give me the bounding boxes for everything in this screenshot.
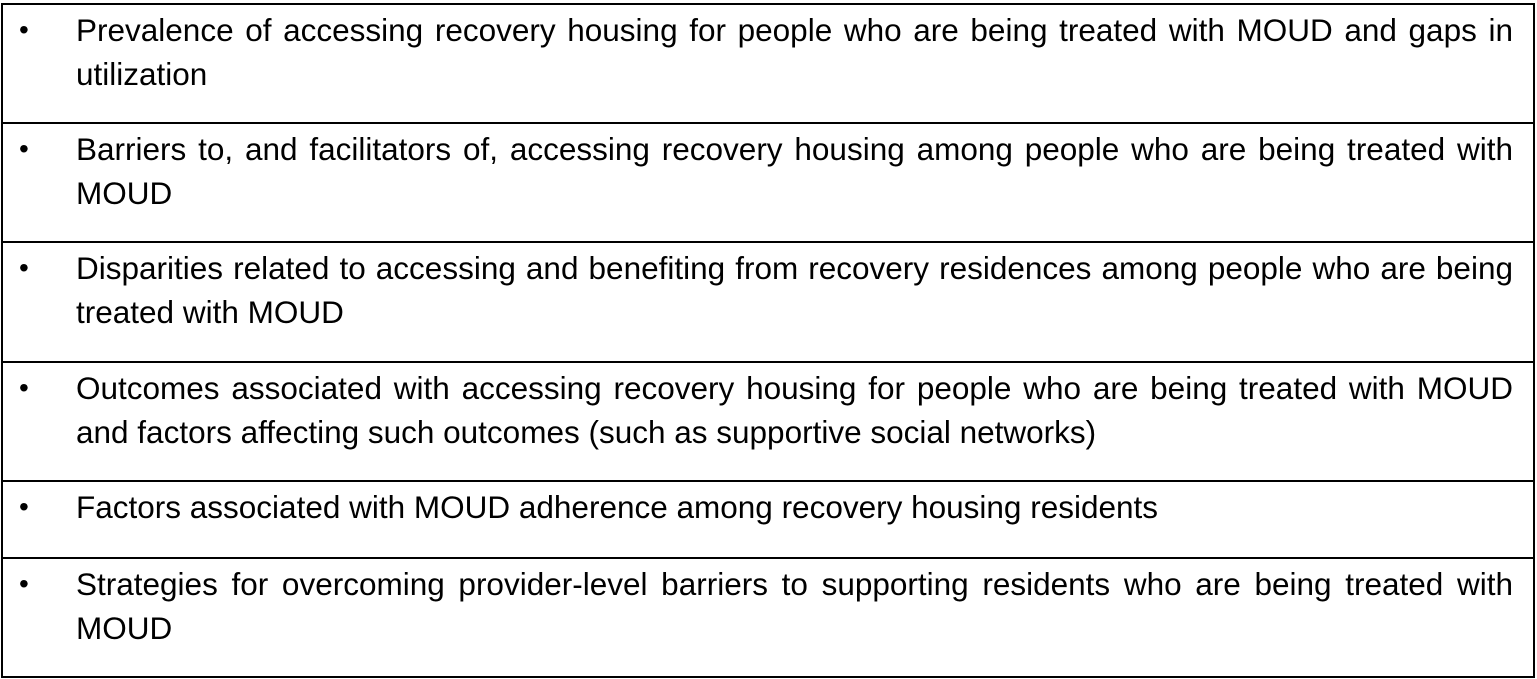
list-item-text: Factors associated with MOUD adherence among recovery housing residents — [76, 489, 1159, 525]
research-topics-table — [1, 3, 1535, 678]
table-row — [1, 363, 1535, 482]
bullet-icon: • — [19, 133, 29, 164]
list-item-text: Disparities related to accessing and benefiting from recovery residences among people who are being treated with MOUD — [76, 250, 1513, 330]
table-row — [1, 243, 1535, 363]
table-row — [1, 559, 1535, 678]
table-row — [1, 5, 1535, 124]
bullet-icon: • — [19, 14, 29, 45]
bullet-icon: • — [19, 372, 29, 403]
list-item-text: Prevalence of accessing recovery housing for people who are being treated with MOUD and gaps in utilization — [76, 12, 1513, 92]
list-item-text: Strategies for overcoming provider-level barriers to supporting residents who are being treated with MOUD — [76, 566, 1513, 646]
list-item-text: Barriers to, and facilitators of, accessing recovery housing among people who are being treated with MOUD — [76, 131, 1513, 211]
bullet-icon: • — [19, 252, 29, 283]
bullet-icon: • — [19, 568, 29, 599]
table-row — [1, 482, 1535, 559]
bullet-icon: • — [19, 491, 29, 522]
list-item-text: Outcomes associated with accessing recovery housing for people who are being treated with MOUD and factors affecting such outcomes (such as supportive social networks) — [76, 370, 1513, 450]
table-row — [1, 124, 1535, 243]
